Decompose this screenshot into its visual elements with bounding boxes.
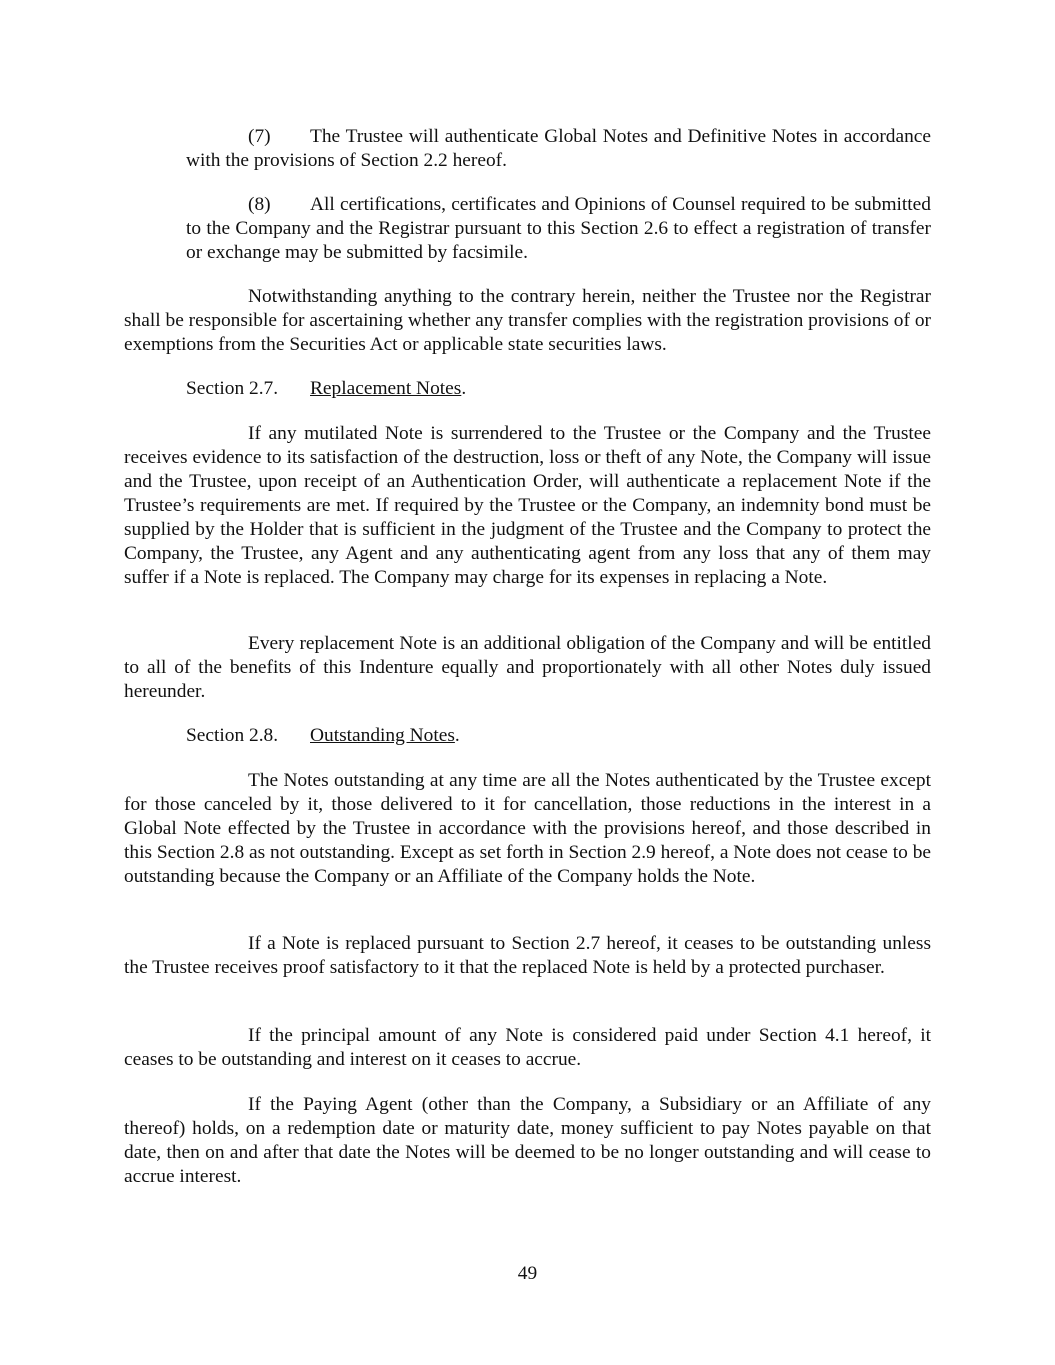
clause-text: The Trustee will authenticate Global Notes and Definitive Notes in accordance with the provisions of Section 2.2 hereof. xyxy=(186,126,931,171)
section-number: Section 2.8. xyxy=(186,725,279,746)
clause-text: All certifications, certificates and Opinions of Counsel required to be submitted to the Company and the Registrar pursuant to this Section 2.6 to effect a registration of transfer or exchange may be submitted by facsimile. xyxy=(186,194,931,263)
section-2-7-heading xyxy=(186,377,931,401)
period: . xyxy=(454,725,460,746)
section-title: Outstanding Notes xyxy=(310,725,455,746)
section-2-8-paragraph-1: The Notes outstanding at any time are all the Notes authenticated by the Trustee except for those canceled by it, those delivered to it for cancellation, those reductions in the interest in a Global Note effected by the Trustee in accordance with the provisions hereof, and those described in this Section 2.8 as not outstanding. Except as set forth in Section 2.9 hereof, a Note does not cease to be outstanding because the Company or an Affiliate of the Company holds the Note. xyxy=(124,770,931,887)
section-2-8-heading xyxy=(186,724,931,748)
section-2-8-paragraph-2: If a Note is replaced pursuant to Section 2.7 hereof, it ceases to be outstanding unless the Trustee receives proof satisfactory to it that the replaced Note is held by a protected purchaser. xyxy=(124,933,931,978)
section-2-8-paragraph-4: If the Paying Agent (other than the Company, a Subsidiary or an Affiliate of any thereof) holds, on a redemption date or maturity date, money sufficient to pay Notes payable on that date, then on and after that date the Notes will be deemed to be no longer outstanding and will cease to accrue interest. xyxy=(124,1094,931,1187)
section-2-7-paragraph-1: If any mutilated Note is surrendered to the Trustee or the Company and the Trustee receives evidence to its satisfaction of the destruction, loss or theft of any Note, the Company will issue and the Trustee, upon receipt of an Authentication Order, will authenticate a replacement Note if the Trustee’s requirements are met. If required by the Trustee or the Company, an indemnity bond must be supplied by the Holder that is sufficient in the judgment of the Trustee and the Company to protect the Company, the Trustee, any Agent and any authenticating agent from any loss that any of them may suffer if a Note is replaced. The Company may charge for its expenses in replacing a Note. xyxy=(124,423,931,588)
period: . xyxy=(461,378,467,399)
page-number: 49 xyxy=(517,1263,538,1284)
section-number: Section 2.7. xyxy=(186,378,279,399)
section-2-8-paragraph-3: If the principal amount of any Note is considered paid under Section 4.1 hereof, it ceases to be outstanding and interest on it ceases to accrue. xyxy=(124,1025,931,1070)
clause-number: (8) xyxy=(248,194,271,215)
clause-number: (7) xyxy=(248,126,271,147)
clause-7 xyxy=(186,125,931,173)
notwithstanding-paragraph: Notwithstanding anything to the contrary herein, neither the Trustee nor the Registrar shall be responsible for ascertaining whether any transfer complies with the registration provisions of or exemptions from the Securities Act or applicable state securities laws. xyxy=(124,286,931,355)
section-title: Replacement Notes xyxy=(310,378,462,399)
section-2-7-paragraph-2: Every replacement Note is an additional obligation of the Company and will be entitled to all of the benefits of this Indenture equally and proportionately with all other Notes duly issued hereunder. xyxy=(124,633,931,702)
clause-8 xyxy=(186,193,931,265)
